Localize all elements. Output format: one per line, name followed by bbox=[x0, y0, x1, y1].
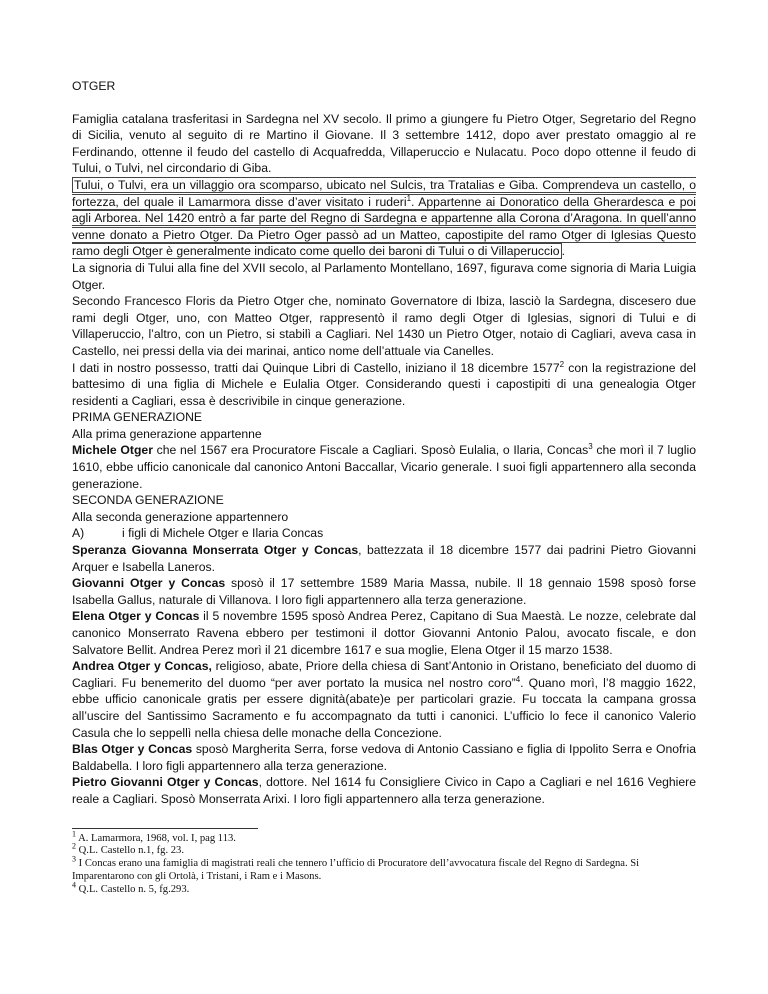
entry-text: , dottore. Nel 1614 fu Consigliere Civico in Capo a Cagliari e nel 1616 Veghiere reale a Cagliari. Sposò Monserrata Arixi. I loro figli appartennero alla terza generazione. bbox=[72, 775, 696, 806]
footnote-number: 1 bbox=[72, 829, 76, 838]
entry-elena bbox=[72, 608, 696, 658]
footnote-4 bbox=[72, 880, 696, 897]
highlight-box bbox=[72, 177, 696, 259]
entry-text: il 5 novembre 1595 sposò Andrea Perez, Capitano di Sua Maestà. Le nozze, celebrate dal canonico Monserrato Ravena ebbero per testimoni il dottor Giovanni Antonio Palou, avocato fiscale, e don Salvatore Bellit. Andrea Perez morì il 21 dicembre 1617 e sua moglie, Elena Otger il 15 marzo 1538. bbox=[72, 609, 696, 657]
footnote-2 bbox=[72, 841, 696, 858]
group-a-label: A) bbox=[72, 526, 85, 541]
seconda-group-a bbox=[72, 525, 696, 542]
document-title: OTGER bbox=[72, 79, 116, 93]
footnote-text: Q.L. Castello n. 5, fg.293. bbox=[76, 883, 190, 895]
entry-name: Elena Otger y Concas bbox=[72, 609, 200, 624]
footnotes bbox=[72, 829, 696, 897]
footnote-ref-2: 2 bbox=[559, 359, 565, 369]
footnote-text: I Concas erano una famiglia di magistrati reali che tennero l’ufficio di Procuratore dell’avvocatura fiscale del Regno di Sardegna. Si Imparentarono con gli Ortolà, i Tristani, i Ram e i Masons. bbox=[72, 858, 640, 882]
prima-subheading: Alla prima generazione appartenne bbox=[72, 426, 262, 441]
michele-name: Michele Otger bbox=[72, 443, 153, 458]
entry-name: Giovanni Otger y Concas bbox=[72, 576, 226, 591]
entry-text: religioso, abate, Priore della chiesa di Sant’Antonio in Oristano, beneficiato del duomo di Cagliari. Fu benemerito del duomo “per aver portato la musica nel nostro coro” bbox=[72, 659, 696, 690]
footnote-number: 4 bbox=[72, 880, 76, 890]
signoria-paragraph: La signoria di Tului alla fine del XVII secolo, al Parlamento Montellano, 1697, figurava come signoria di Maria Luigia Otger. bbox=[72, 260, 696, 292]
seconda-heading: SECONDA GENERAZIONE bbox=[72, 493, 224, 508]
floris-paragraph: Secondo Francesco Floris da Pietro Otger che, nominato Governatore di Ibiza, lasciò la Sardegna, discesero due rami degli Otger, uno, con Matteo Otger, rappresentò il ramo degli Otger di Iglesias, signori di Tului e di Villaperuccio, l’altro, con un Pietro, si stabilì a Cagliari. Nel 1430 un Pietro Otger, notaio di Cagliari, aveva casa in Castello, nei pressi della via dei marinai, antico nome dell’attuale via Canelles. bbox=[72, 294, 696, 358]
entry-text: sposò il 17 settembre 1589 Maria Massa, nubile. Il 18 gennaio 1598 sposò forse Isabella Gallus, naturale di Villanova. I loro figli appartennero alla terza generazione. bbox=[72, 576, 696, 607]
footnote-3 bbox=[72, 854, 696, 884]
boxed-text-1: Tului, o Tulvi, era un villaggio ora scomparso, ubicato nel Sulcis, tra Tratalias e Giba. Comprendeva un castello, o fortezza, del quale il Lamarmora disse d’aver visitato i ruderi bbox=[72, 177, 696, 209]
entry-name: Blas Otger y Concas bbox=[72, 742, 193, 757]
footnote-text: A. Lamarmora, 1968, vol. I, pag 113. bbox=[76, 832, 236, 844]
entry-name: Pietro Giovanni Otger y Concas bbox=[72, 775, 259, 790]
dati-paragraph bbox=[72, 360, 696, 410]
footnote-ref-3: 3 bbox=[588, 442, 593, 452]
dati-text-1: I dati in nostro possesso, tratti dai Quinque Libri di Castello, iniziano il 18 dicembre 1577 bbox=[72, 360, 560, 375]
seconda-subheading: Alla seconda generazione appartennero bbox=[72, 509, 289, 524]
footnote-number: 3 bbox=[72, 854, 76, 864]
michele-text-2: che morì il 7 luglio 1610, ebbe ufficio canonicale dal canonico Antoni Baccallar, Vicario generale. I suoi figli appartennero alla seconda generazione. bbox=[72, 443, 697, 491]
entry-speranza bbox=[72, 542, 696, 575]
footnote-1 bbox=[72, 829, 696, 846]
boxed-paragraph bbox=[72, 177, 696, 260]
prima-heading: PRIMA GENERAZIONE bbox=[72, 410, 203, 425]
footnote-ref-1: 1 bbox=[406, 193, 412, 203]
entry-pietro-giovanni bbox=[72, 774, 696, 807]
footnote-number: 2 bbox=[72, 841, 76, 851]
entry-andrea bbox=[72, 658, 696, 741]
entry-giovanni bbox=[72, 575, 696, 608]
intro-paragraph: Famiglia catalana trasferitasi in Sardegna nel XV secolo. Il primo a giungere fu Pietro Otger, Segretario del Regno di Sicilia, venuto al seguito di re Martino il Giovane. Il 3 settembre 1412, dopo aver prestato omaggio al re Ferdinando, ottenne il feudo del castello di Acquafredda, Villaperuccio e Nulacatu. Poco dopo ottenne il feudo di Tului, o Tulvi, nel circondario di Giba. bbox=[72, 111, 696, 176]
boxed-tail: . bbox=[561, 244, 565, 259]
footnote-text: Q.L. Castello n.1, fg. 23. bbox=[76, 845, 184, 857]
entry-name: Speranza Giovanna Monserrata Otger y Concas bbox=[72, 543, 359, 558]
entry-text: , battezzata il 18 dicembre 1577 dai padrini Pietro Giovanni Arquer e Isabella Laneros. bbox=[72, 543, 696, 574]
dati-text-2: con la registrazione del battesimo di una figlia di Michele e Eulalia Otger. Considerando questi i capostipiti di una genealogia Otger residenti a Cagliari, essa è descrivibile in cinque generazione. bbox=[72, 360, 697, 408]
entry-name: Andrea Otger y Concas, bbox=[72, 659, 212, 674]
group-a-text: i figli di Michele Otger e Ilaria Concas bbox=[122, 526, 324, 541]
michele-text-1: che nel 1567 era Procuratore Fiscale a Cagliari. Sposò Eulalia, o Ilaria, Concas bbox=[152, 443, 589, 458]
boxed-text-2: . Appartenne ai Donoratico della Gherardesca e poi agli Arborea. Nel 1420 entrò a far parte del Regno di Sardegna e appartenne alla Corona d’Aragona. In quell’anno venne donato a Pietro Otger. Da Pietro Oger passò ad un Matteo, capostipite del ramo Otger di Iglesias Questo ramo degli Otger è generalmente indicato come quello dei baroni di Tului o di Villaperuccio bbox=[72, 194, 696, 259]
footnote-separator bbox=[72, 828, 258, 829]
entry-blas bbox=[72, 741, 696, 774]
document-page bbox=[72, 78, 696, 897]
entry-text: sposò Margherita Serra, forse vedova di Antonio Cassiano e figlia di Ippolito Serra e Onofria Baldabella. I loro figli appartennero alla terza generazione. bbox=[72, 742, 696, 773]
footnote-ref-4: 4 bbox=[515, 674, 521, 684]
entry-text-cont: . Quano morì, l’8 maggio 1622, ebbe ufficio canonicale gratis per essere dignità(abate)e per particolari grazie. Fu toccata la campana grossa all’uscire del Santissimo Sacramento e fu accompagnato da tutti i canonici. L’ufficio lo fece il canonico Valerio Casula che lo seppellì nella chiesa delle monache della Concezione. bbox=[72, 675, 696, 740]
michele-entry bbox=[72, 442, 696, 492]
